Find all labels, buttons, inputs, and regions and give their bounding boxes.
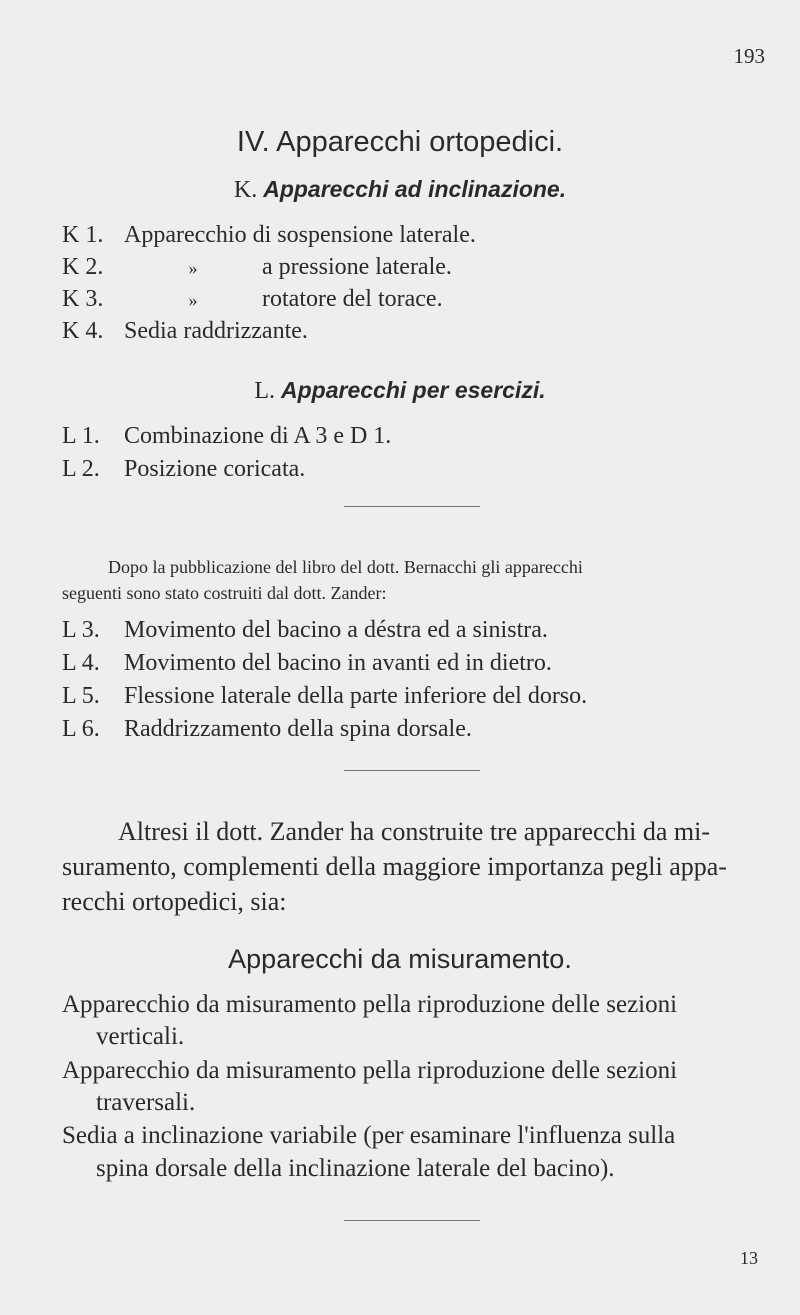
item-text: Movimento del bacino in avanti ed in dietro. bbox=[124, 650, 552, 676]
group-l-letter: L. bbox=[254, 378, 276, 404]
item-code: K 3. bbox=[62, 286, 104, 312]
list-item bbox=[62, 650, 552, 677]
item-text: Combinazione di A 3 e D 1. bbox=[124, 423, 392, 449]
item-text: Flessione laterale della parte inferiore del dorso. bbox=[124, 683, 588, 709]
group-l-heading bbox=[0, 377, 800, 405]
item-code: L 4. bbox=[62, 650, 100, 676]
ditto-mark: » bbox=[188, 258, 198, 278]
list-item bbox=[62, 318, 308, 345]
paragraph-line: recchi ortopedici, sia: bbox=[62, 887, 287, 916]
entry-line: verticali. bbox=[96, 1023, 185, 1050]
item-code: L 2. bbox=[62, 456, 100, 482]
list-item bbox=[62, 617, 548, 644]
group-k-letter: K. bbox=[233, 177, 258, 203]
item-code: L 5. bbox=[62, 683, 100, 709]
entry-line: Apparecchio da misuramento pella riproduzione delle sezioni bbox=[62, 1057, 678, 1084]
item-code: L 6. bbox=[62, 716, 100, 742]
group-l-title: Apparecchi per esercizi. bbox=[281, 377, 546, 403]
group-k-title: Apparecchi ad inclinazione. bbox=[263, 176, 567, 202]
note-intro-line: Dopo la pubblicazione del libro del dott. Bernacchi gli apparecchi bbox=[108, 557, 583, 577]
item-code: K 2. bbox=[62, 254, 104, 280]
item-text: a pressione laterale. bbox=[262, 254, 452, 280]
item-text: rotatore del torace. bbox=[262, 286, 443, 312]
group-k-heading bbox=[0, 176, 800, 204]
paragraph-line: Altresi il dott. Zander ha construite tre apparecchi da mi- bbox=[118, 817, 710, 846]
divider bbox=[344, 770, 480, 771]
divider bbox=[344, 1220, 480, 1221]
item-text: Movimento del bacino a déstra ed a sinistra. bbox=[124, 617, 548, 643]
list-item bbox=[62, 716, 472, 743]
note-intro-line: seguenti sono stato costruiti dal dott. Zander: bbox=[62, 583, 387, 603]
entry-line: traversali. bbox=[96, 1089, 196, 1116]
item-text: Raddrizzamento della spina dorsale. bbox=[124, 716, 472, 742]
item-code: K 1. bbox=[62, 222, 104, 248]
page-number: 193 bbox=[733, 44, 765, 68]
list-item bbox=[62, 683, 587, 710]
item-text: Sedia raddrizzante. bbox=[124, 318, 308, 344]
list-item bbox=[62, 254, 452, 281]
signature-mark: 13 bbox=[740, 1248, 758, 1268]
entry-line: Sedia a inclinazione variabile (per esaminare l'influenza sulla bbox=[62, 1122, 676, 1149]
list-item bbox=[62, 456, 305, 483]
list-item bbox=[62, 222, 476, 249]
divider bbox=[344, 506, 480, 507]
entry-line: spina dorsale della inclinazione laterale del bacino). bbox=[96, 1155, 615, 1182]
paragraph-line: suramento, complementi della maggiore importanza pegli appa- bbox=[62, 852, 727, 881]
measuring-heading: Apparecchi da misuramento. bbox=[228, 944, 572, 974]
section-title: IV. Apparecchi ortopedici. bbox=[236, 126, 564, 158]
item-code: L 1. bbox=[62, 423, 100, 449]
item-code: L 3. bbox=[62, 617, 100, 643]
list-item bbox=[62, 286, 443, 313]
list-item bbox=[62, 423, 391, 450]
item-code: K 4. bbox=[62, 318, 104, 344]
entry-line: Apparecchio da misuramento pella riproduzione delle sezioni bbox=[62, 991, 678, 1018]
item-text: Posizione coricata. bbox=[124, 456, 306, 482]
item-text: Apparecchio di sospensione laterale. bbox=[124, 222, 476, 248]
ditto-mark: » bbox=[188, 290, 198, 310]
